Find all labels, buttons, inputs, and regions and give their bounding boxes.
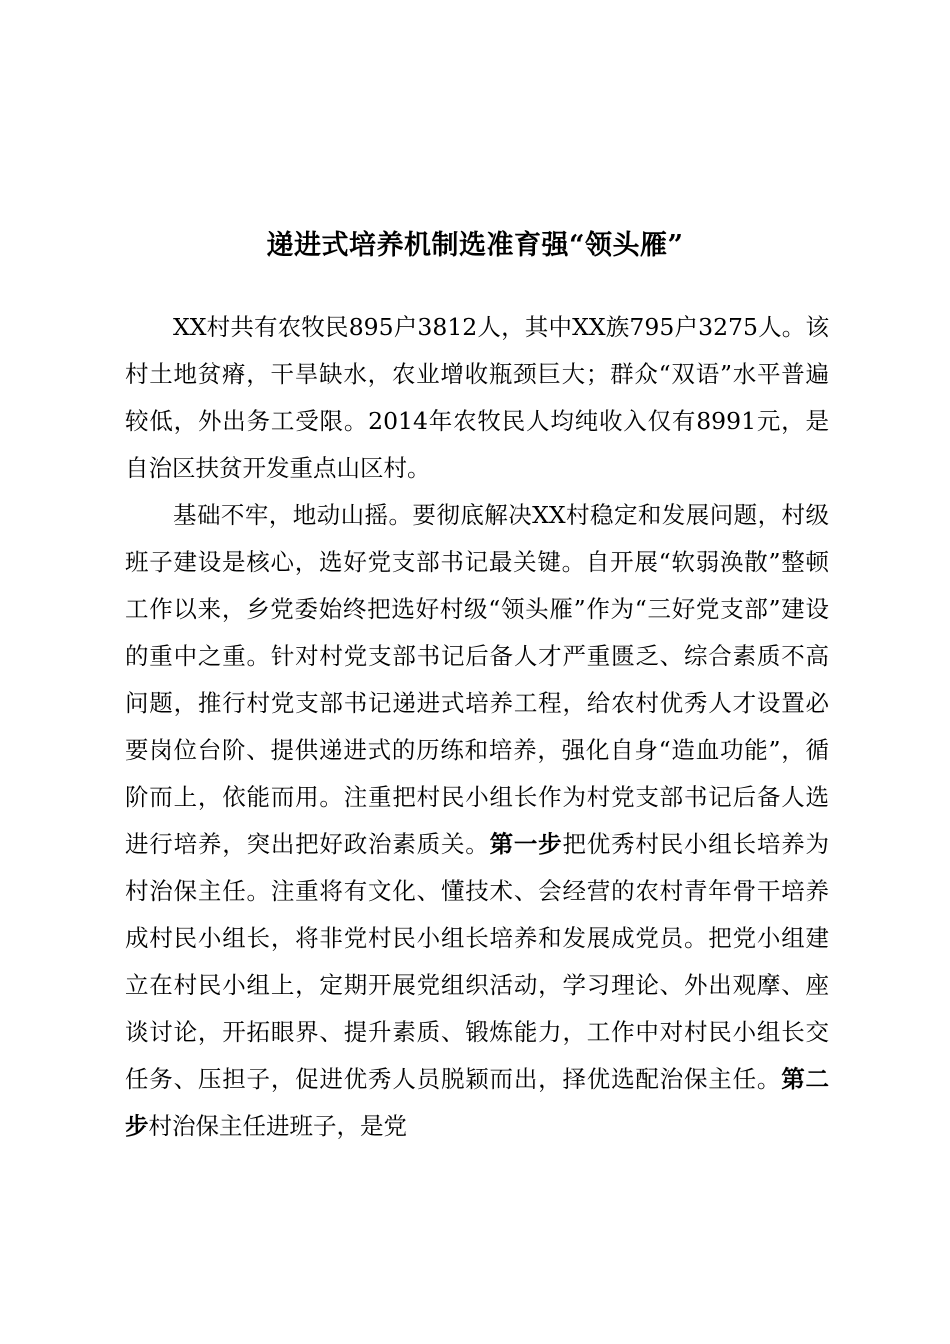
paragraph-2-text-step-one: 把优秀村民小组长培养为村治保主任。注重将有文化、懂技术、会经营的农村青年骨干培养成村民小组长，将非党村民小组长培养和发展成党员。把党小组建立在村民小组上，定期开展党组织活动，学习理论、外出观摩、座谈讨论，开拓眼界、提升素质、锻炼能力，工作中对村民小组长交任务、压担子，促进优秀人员脱颖而出，择优选配治保主任。 (125, 830, 830, 1093)
document-title: 递进式培养机制选准育强“领头雁” (266, 230, 684, 261)
paragraph-2-text-intro: 基础不牢，地动山摇。要彻底解决XX村稳定和发展问题，村级班子建设是核心，选好党支部书记最关键。自开展“软弱涣散”整顿工作以来，乡党委始终把选好村级“领头雁”作为“三好党支部”建设的重中之重。针对村党支部书记后备人才严重匮乏、综合素质不高问题，推行村党支部书记递进式培养工程，给农村优秀人才设置必要岗位台阶、提供递进式的历练和培养，强化自身“造血功能”，循阶而上，依能而用。注重把村民小组长作为村党支部书记后备人选进行培养，突出把好政治素质关。 (125, 501, 829, 858)
paragraph-2-text-step-two: 村治保主任进班子，是党 (148, 1112, 407, 1140)
document-body (125, 304, 829, 1150)
paragraph-2 (125, 492, 829, 1150)
paragraph-1-text: XX村共有农牧民895户3812人，其中XX族795户3275人。该村土地贫瘠，干旱缺水，农业增收瓶颈巨大；群众“双语”水平普遍较低，外出务工受限。2014年农牧民人均纯收入仅有8991元，是自治区扶贫开发重点山区村。 (125, 313, 829, 482)
paragraph-1 (125, 304, 829, 492)
step-one-label: 第一步 (489, 830, 563, 858)
step-two-label: 第二步 (125, 1065, 830, 1140)
